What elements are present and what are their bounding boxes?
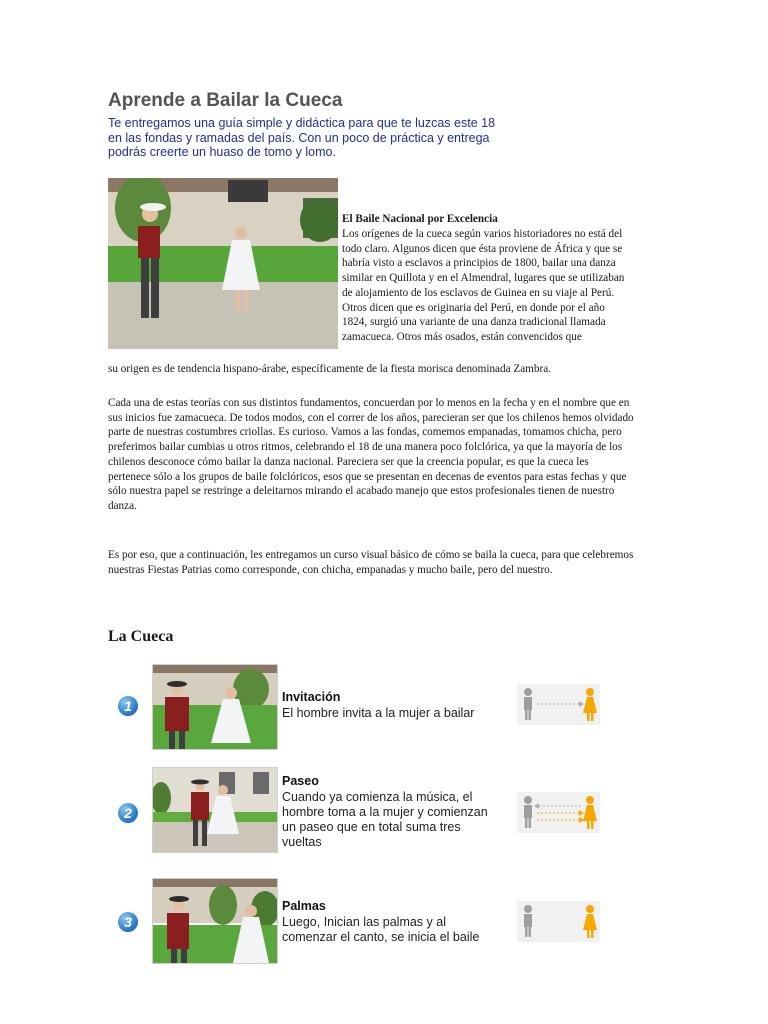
intro-text-continued: su origen es de tendencia hispano-árabe, específicamente de la fiesta morisca denominada Zambra.	[108, 363, 551, 375]
step-1-photo	[152, 664, 278, 750]
intro-heading: El Baile Nacional por Excelencia	[342, 213, 498, 225]
step-2-diagram	[517, 792, 600, 833]
step-2-photo	[152, 767, 278, 853]
step-2-title: Paseo	[282, 774, 319, 788]
step-3-description: Luego, Inician las palmas y al comenzar el canto, se inicia el baile	[282, 915, 480, 944]
body-paragraph: Es por eso, que a continuación, les entregamos un curso visual básico de cómo se baila la cueca, para que celebremos nuestras Fiestas Patrias como corresponde, con chicha, empanadas y mucho baile, pero del nuestro.	[108, 549, 634, 576]
step-1-diagram	[517, 684, 600, 725]
step-3-photo	[152, 878, 278, 964]
step-3-badge: 3	[118, 912, 138, 932]
step-3-title: Palmas	[282, 899, 326, 913]
dancers-photo	[108, 178, 338, 349]
step-2-badge: 2	[118, 803, 138, 823]
intro-text: Los orígenes de la cueca según varios historiadores no está del todo claro. Algunos dicen que ésta proviene de África y que se habría visto a esclavos a principios de 1800, bailar una danza similar en Quillota y en el Almendral, lugares que se utilizaban de alojamiento de los esclavos de Guinea en su viaje al Perú. Otros dicen que es originaria del Perú, en donde por el año 1824, surgió una variante de una danza tradicional llamada zamacueca. Otros más osados, están convencidos que	[342, 228, 625, 343]
page-title: Aprende a Bailar la Cueca	[108, 90, 343, 111]
step-2-description: Cuando ya comienza la música, el hombre toma a la mujer y comienzan un paseo que en total suma tres vueltas	[282, 790, 488, 849]
step-1-description: El hombre invita a la mujer a bailar	[282, 706, 475, 720]
step-3-diagram	[517, 901, 600, 942]
page-subtitle: Te entregamos una guía simple y didáctica para que te luzcas este 18 en las fondas y ramadas del país. Con un poco de práctica y entrega podrás creerte un huaso de tomo y lomo.	[108, 116, 496, 159]
section-title: La Cueca	[108, 628, 174, 645]
step-1-badge: 1	[118, 696, 138, 716]
step-1-title: Invitación	[282, 690, 341, 704]
body-paragraph: Cada una de estas teorías con sus distintos fundamentos, concuerdan por lo menos en la fecha y en el nombre que en sus inicios fue zamacueca. De todos modos, con el correr de los años, parecieran ser que los chilenos hemos olvidado parte de nuestras costumbres criollas. Es curioso. Vamos a las fondas, comemos empanadas, tomamos chicha, pero preferimos bailar cumbias u otros ritmos, celebrando el 18 de una manera poco folclórica, ya que la mayoría de los chilenos desconoce cómo bailar la danza nacional. Pareciera ser que la creencia popular, es que la cueca les pertenece sólo a los grupos de baile folclóricos, esos que se presentan en decenas de eventos para estas fechas y que sólo nuestra papel se restringe a deleitarnos mirando el acabado manejo que estos profesionales tienen de nuestro danza.	[108, 397, 634, 512]
